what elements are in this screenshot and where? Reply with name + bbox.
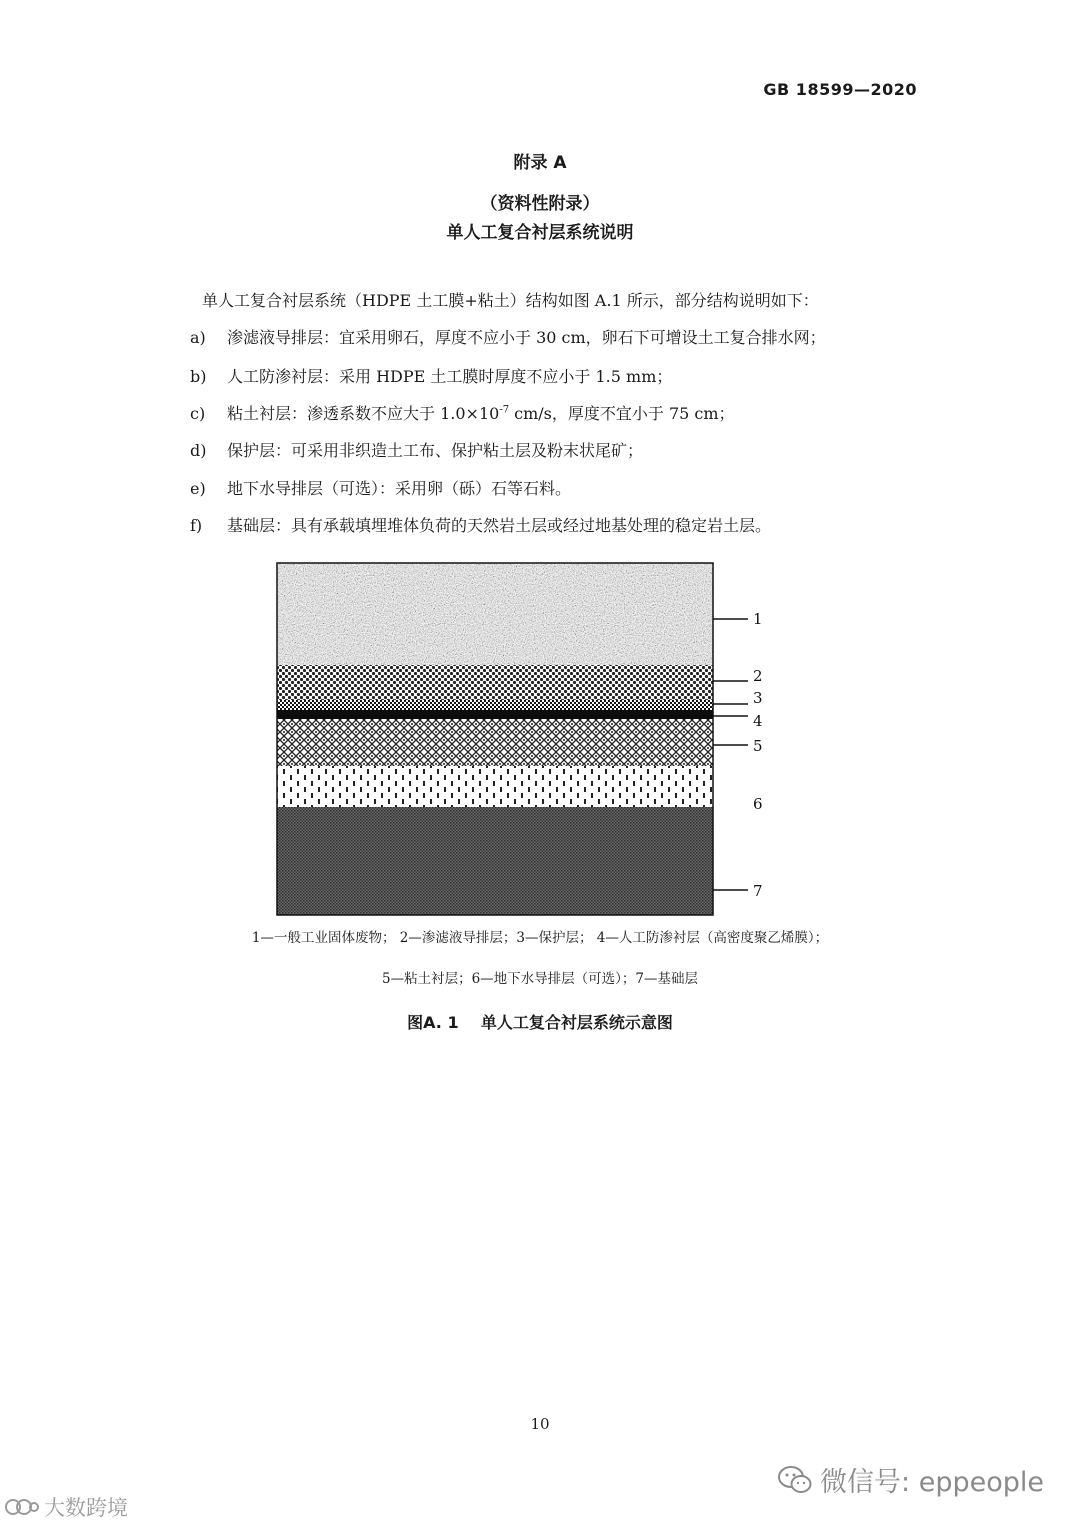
layer-2-leachate-drainage (277, 665, 713, 700)
layer-label-7: 7 (753, 882, 763, 900)
annex-title: 单人工复合衬层系统说明 (446, 223, 634, 243)
source-logo-icon (4, 1496, 40, 1518)
list-item-text: 地下水导排层（可选）：采用卵（砾）石等石料。 (227, 479, 572, 498)
figure-caption: 图A. 1 单人工复合衬层系统示意图 (407, 1013, 673, 1032)
layer-label-1: 1 (753, 610, 763, 628)
layer-3-protection (277, 700, 713, 710)
list-item-mark: a) (190, 328, 206, 347)
page-number: 10 (530, 1415, 550, 1433)
list-item-mark: d) (190, 441, 207, 460)
figure-legend-line-1: 1—一般工业固体废物； 2—渗滤液导排层；3—保护层； 4—人工防渗衬层（高密度聚乙烯膜）； (251, 930, 829, 946)
standard-code: GB 18599—2020 (763, 80, 917, 99)
layer-label-5: 5 (753, 737, 763, 755)
source-watermark (4, 1492, 128, 1522)
layer-4-hdpe-membrane (277, 710, 713, 719)
list-item-text: 人工防渗衬层：采用 HDPE 土工膜时厚度不应小于 1.5 mm； (227, 367, 673, 386)
layer-label-3: 3 (753, 689, 763, 707)
annex-label: 附录 A (513, 153, 567, 173)
layer-label-6: 6 (753, 795, 763, 813)
intro-paragraph: 单人工复合衬层系统（HDPE 土工膜+粘土）结构如图 A.1 所示，部分结构说明如下： (202, 291, 819, 310)
list-item-mark: b) (190, 367, 207, 386)
exponent: -7 (499, 404, 510, 416)
list-item-mark: f) (190, 516, 203, 535)
layer-label-2: 2 (753, 667, 763, 685)
layer-1-waste (277, 563, 713, 665)
source-name: 大数跨境 (44, 1496, 128, 1520)
layer-7-foundation (277, 807, 713, 915)
list-item-text: 渗滤液导排层：宜采用卵石，厚度不应小于 30 cm，卵石下可增设土工复合排水网； (227, 328, 826, 347)
layer-label-4: 4 (753, 712, 763, 730)
figure-legend-line-2: 5—粘土衬层；6—地下水导排层（可选）；7—基础层 (381, 971, 699, 987)
annex-nature: （资料性附录） (480, 194, 600, 214)
list-item-text: 粘土衬层：渗透系数不应大于 1.0×10 (227, 404, 500, 423)
layer-6-groundwater-drainage (277, 766, 713, 807)
list-item-text-continued: cm/s，厚度不宜小于 75 cm； (509, 404, 735, 423)
layer-5-clay-liner (277, 719, 713, 766)
list-item-mark: e) (190, 479, 206, 498)
list-item-text: 基础层：具有承载填埋堆体负荷的天然岩土层或经过地基处理的稳定岩土层。 (227, 516, 772, 535)
wechat-icon (778, 1465, 812, 1495)
wechat-watermark (778, 1460, 1044, 1499)
list-item-mark: c) (190, 404, 206, 423)
wechat-id: 微信号: eppeople (820, 1467, 1044, 1498)
list-item-text: 保护层：可采用非织造土工布、保护粘土层及粉末状尾矿； (227, 441, 644, 460)
